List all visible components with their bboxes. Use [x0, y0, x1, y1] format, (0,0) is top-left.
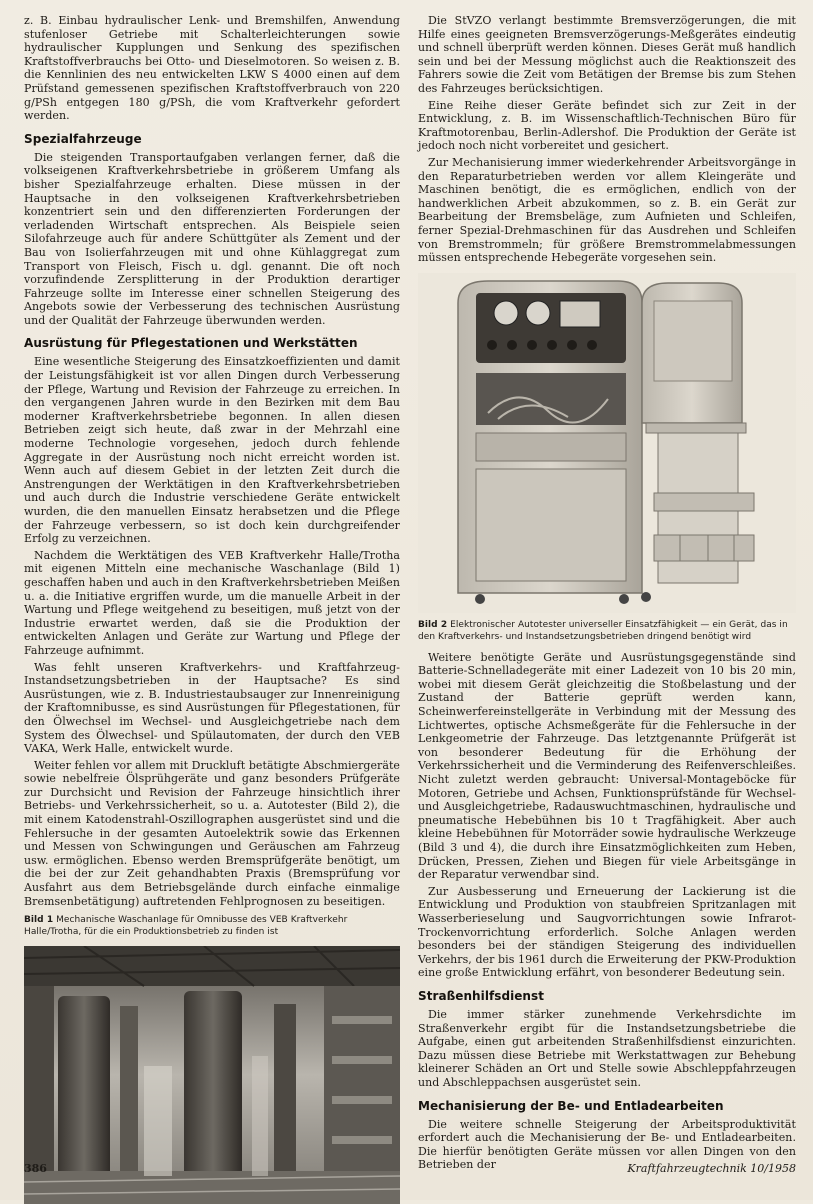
figure1-caption [24, 914, 400, 938]
figure2-label: Bild 2 [418, 619, 448, 630]
paragraph: Die StVZO verlangt bestimmte Bremsverzögerungen, die mit Hilfe eines geeigneten Bremsverzögerungs-Meßgerätes eindeutig und schnell überprüft werden können. Dieses Gerät muß handlich sein und bei der Messung möglichst auch die Reaktionszeit des Fahrers sowie die Zeit vom Betätigen der Bremse bis zum Stehen des Fahrzeuges berücksichtigen. [418, 14, 796, 95]
section-heading-strassenhilfsdienst: Straßenhilfsdienst [418, 988, 545, 1003]
paragraph: Eine wesentliche Steigerung des Einsatzkoeffizienten und damit der Leistungsfähigkeit ist vor allen Dingen durch Verbesserung der Pflege, Wartung und Revision der Fahrzeuge zu erreichen. In den vergangenen Jahren wurde in den Bezirken mit dem Bau moderner Kraftverkehrsbetriebe begonnen. In allen diesen Betrieben zeigt sich heute, daß zwar in der Mehrzahl eine moderne Technologie vorgesehen, jedoch durch fehlende Aggregate in der Ausrüstung noch nicht erreicht worden ist. Wenn auch auf diesem Gebiet in der letzten Zeit durch die Anstrengungen der Werktätigen in den Kraftverkehrsbetrieben und auch durch die Industrie verschiedene Geräte entwickelt wurden, die den manuellen Einsatz herabsetzen und die Pflege der Fahrzeuge verbessern, so ist doch kein durchgreifender Erfolg zu verzeichnen. [24, 355, 400, 546]
figure1-label: Bild 1 [24, 915, 54, 926]
page-footer [24, 1162, 796, 1178]
figure2-caption [418, 619, 796, 643]
journal-name: Kraftfahrzeugtechnik 10/1958 [627, 1162, 796, 1175]
intro-paragraph: z. B. Einbau hydraulischer Lenk- und Bremshilfen, Anwendung stufenloser Getriebe mit Schalterleichterungen sowie hydraulischer Kupplungen und Senkung des spezifischen Kraftstoffverbrauchs bei Otto- und Dieselmotoren. So weisen z. B. die Kennlinien des neu entwickelten LKW S 4000 einen auf dem Prüfstand gemessenen spezifischen Kraftstoffverbrauch von 220 g/PSh entgegen 180 g/PSh, die vom Kraftverkehr gefordert werden. [24, 14, 400, 123]
paragraph: Weitere benötigte Geräte und Ausrüstungsgegenstände sind Batterie-Schnelladegeräte mit einer Ladezeit von 10 bis 20 min, wobei mit diesem Gerät gleichzeitig die Stoßbelastung und der Zustand der Batterie geprüft werden kann, Scheinwerfereinstellgeräte in Verbindung mit der Messung des Lichtwertes, optische Achsmeßgeräte für die Fehlersuche in der Lenkgeometrie der Fahrzeuge. Das letztgenannte Prüfgerät ist von besonderer Bedeutung für die Erhöhung der Verkehrssicherheit und die Verminderung des Reifenverschleißes. Nicht zuletzt werden gebraucht: Universal-Montageböcke für Motoren, Getriebe und Achsen, Funktionsprüfstände für Wechsel- und Ausgleichgetriebe, Radauswuchtmaschinen, hydraulische und pneumatische Hebebühnen bis 10 t Tragfähigkeit. Aber auch kleine Hebebühnen für Motorräder sowie hydraulische Werkzeuge (Bild 3 und 4), die durch ihre Einsatzmöglichkeiten zum Heben, Drücken, Pressen, Ziehen und Biegen für viele Arbeitsgänge in der Reparatur verwendbar sind. [418, 650, 796, 882]
section-heading-spezialfahrzeuge: Spezialfahrzeuge [24, 131, 142, 146]
section-heading-ausruestung: Ausrüstung für Pflegestationen und Werkstätten [24, 336, 358, 351]
page-number: 386 [24, 1162, 47, 1175]
figure2-caption-text: Elektronischer Autotester universeller Einsatzfähigkeit — ein Gerät, das in den Kraftverkehrs- und Instandsetzungsbetrieben dringend benötigt wird [418, 619, 788, 642]
left-column [24, 14, 400, 1204]
section-heading-mechanisierung: Mechanisierung der Be- und Entladearbeiten [418, 1098, 724, 1113]
paragraph: Zur Mechanisierung immer wiederkehrender Arbeitsvorgänge in den Reparaturbetrieben werden vor allem Kleingeräte und Maschinen benötigt, die es ermöglichen, endlich von der handwerklichen Arbeit abzukommen, so z. B. ein Gerät zur Bearbeitung der Bremsbeläge, zum Aufnieten und Schleifen, ferner Spezial-Drehmaschinen für das Ausdrehen und Schleifen von Bremstrommeln; für größere Bremstrommelabmessungen müssen entsprechende Hebegeräte vorgesehen sein. [418, 155, 796, 265]
figure1-caption-text: Mechanische Waschanlage für Omnibusse des VEB Kraftverkehr Halle/Trotha, für die ein Produktionsbetrieb zu finden ist [24, 915, 348, 938]
right-column [418, 14, 796, 1175]
paragraph: Eine Reihe dieser Geräte befindet sich zur Zeit in der Entwicklung, z. B. im Wissenschaftlich-Technischen Büro für Kraftmotorenbau, Berlin-Adlershof. Die Produktion der Geräte ist jedoch noch nicht vorbereitet und gesichert. [418, 98, 796, 153]
paragraph: Weiter fehlen vor allem mit Druckluft betätigte Abschmiergeräte sowie nebelfreie Ölsprühgeräte und ganz besonders Prüfgeräte zur Durchsicht und Revision der Fahrzeuge hinsichtlich ihrer Betriebs- und Verkehrssicherheit, so u. a. Autotester (Bild 2), die mit einem Katodenstrahl-Oszillographen ausgerüstet sind und die Fehlersuche in der gesamten Autoelektrik sowie das Erkennen und Messen von Schwingungen und Geräuschen am Fahrzeug usw. ermöglichen. Ebenso werden Bremsprüfgeräte benötigt, um die bei der zur Zeit gehandhabten Praxis (Bremsprüfung vor Ausfahrt aus dem Betriebsgelände durch einfache einmalige Bremsenbetätigung) auftretenden Fehlprognosen zu beseitigen. [24, 758, 400, 908]
paragraph: Nachdem die Werktätigen des VEB Kraftverkehr Halle/Trotha mit eigenen Mitteln eine mechanische Waschanlage (Bild 1) geschaffen haben und auch in den Kraftverkehrsbetrieben Meißen u. a. die Initiative ergriffen wurde, um die manuelle Arbeit in der Wartung und Pflege weitgehend zu beseitigen, muß jetzt von der Industrie erwartet werden, daß sie die Produktion der entwickelten Anlagen und Geräte zur Wartung und Pflege der Fahrzeuge aufnimmt. [24, 548, 400, 657]
paragraph: Die immer stärker zunehmende Verkehrsdichte im Straßenverkehr ergibt für die Instandsetzungsbetriebe die Aufgabe, einen gut arbeitenden Straßenhilfsdienst einzurichten. Dazu müssen diese Betriebe mit Werkstattwagen zur Behebung kleinerer Schäden an Ort und Stelle sowie Abschleppfahrzeugen und Abschleppachsen ausgerüstet sein. [418, 1007, 796, 1089]
figure2-autotester-photo [418, 273, 796, 613]
paragraph: Zur Ausbesserung und Erneuerung der Lackierung ist die Entwicklung und Produktion von staubfreien Spritzanlagen mit Wasserberieselung und Saugvorrichtungen sowie Infrarot-Trockenvorrichtung erforderlich. Solche Anlagen werden besonders bei der ständigen Steigerung des individuellen Verkehrs, der bis 1961 durch die Erweiterung der PKW-Produktion eine große Entwicklung erfährt, von besonderer Bedeutung sein. [418, 884, 796, 980]
paragraph: Was fehlt unseren Kraftverkehrs- und Kraftfahrzeug-Instandsetzungsbetrieben in der Hauptsache? Es sind Ausrüstungen, wie z. B. Industriestaubsauger zur Innenreinigung der Kraftomnibusse, es sind Ausrüstungen für Pflegestationen, für den Ölwechsel im Wechsel- und Ausgleichgetriebe nach dem System des Ölwechsel- und Spülautomaten, der durch den VEB VAKA, Werk Halle, entwickelt wurde. [24, 660, 400, 756]
paragraph: Die weitere schnelle Steigerung der Arbeitsproduktivität erfordert auch die Mechanisierung der Be- und Entladearbeiten. Die hierfür benötigten Geräte müssen vor allen Dingen von den Betrieben der [418, 1117, 796, 1172]
paragraph: Die steigenden Transportaufgaben verlangen ferner, daß die volkseigenen Kraftverkehrsbetriebe in größerem Umfang als bisher Spezialfahrzeuge erhalten. Diese müssen in der Hauptsache in den volkseigenen Kraftverkehrsbetrieben konzentriert sein und den differenzierten Forderungen der verladenden Wirtschaft entsprechen. Als Beispiele seien Silofahrzeuge auch für andere Schüttgüter als Zement und der Bau von Isolierfahrzeugen mit und ohne Kühlaggregat zum Transport von Fleisch, Fisch u. dgl. genannt. Die oft noch vorzufindende Zersplitterung in der Produktion derartiger Fahrzeuge sollte im Interesse einer schnellen Steigerung des Angebots sowie der Verbesserung des technischen Ausrüstung und der Qualität der Fahrzeuge überwunden werden. [24, 150, 400, 327]
